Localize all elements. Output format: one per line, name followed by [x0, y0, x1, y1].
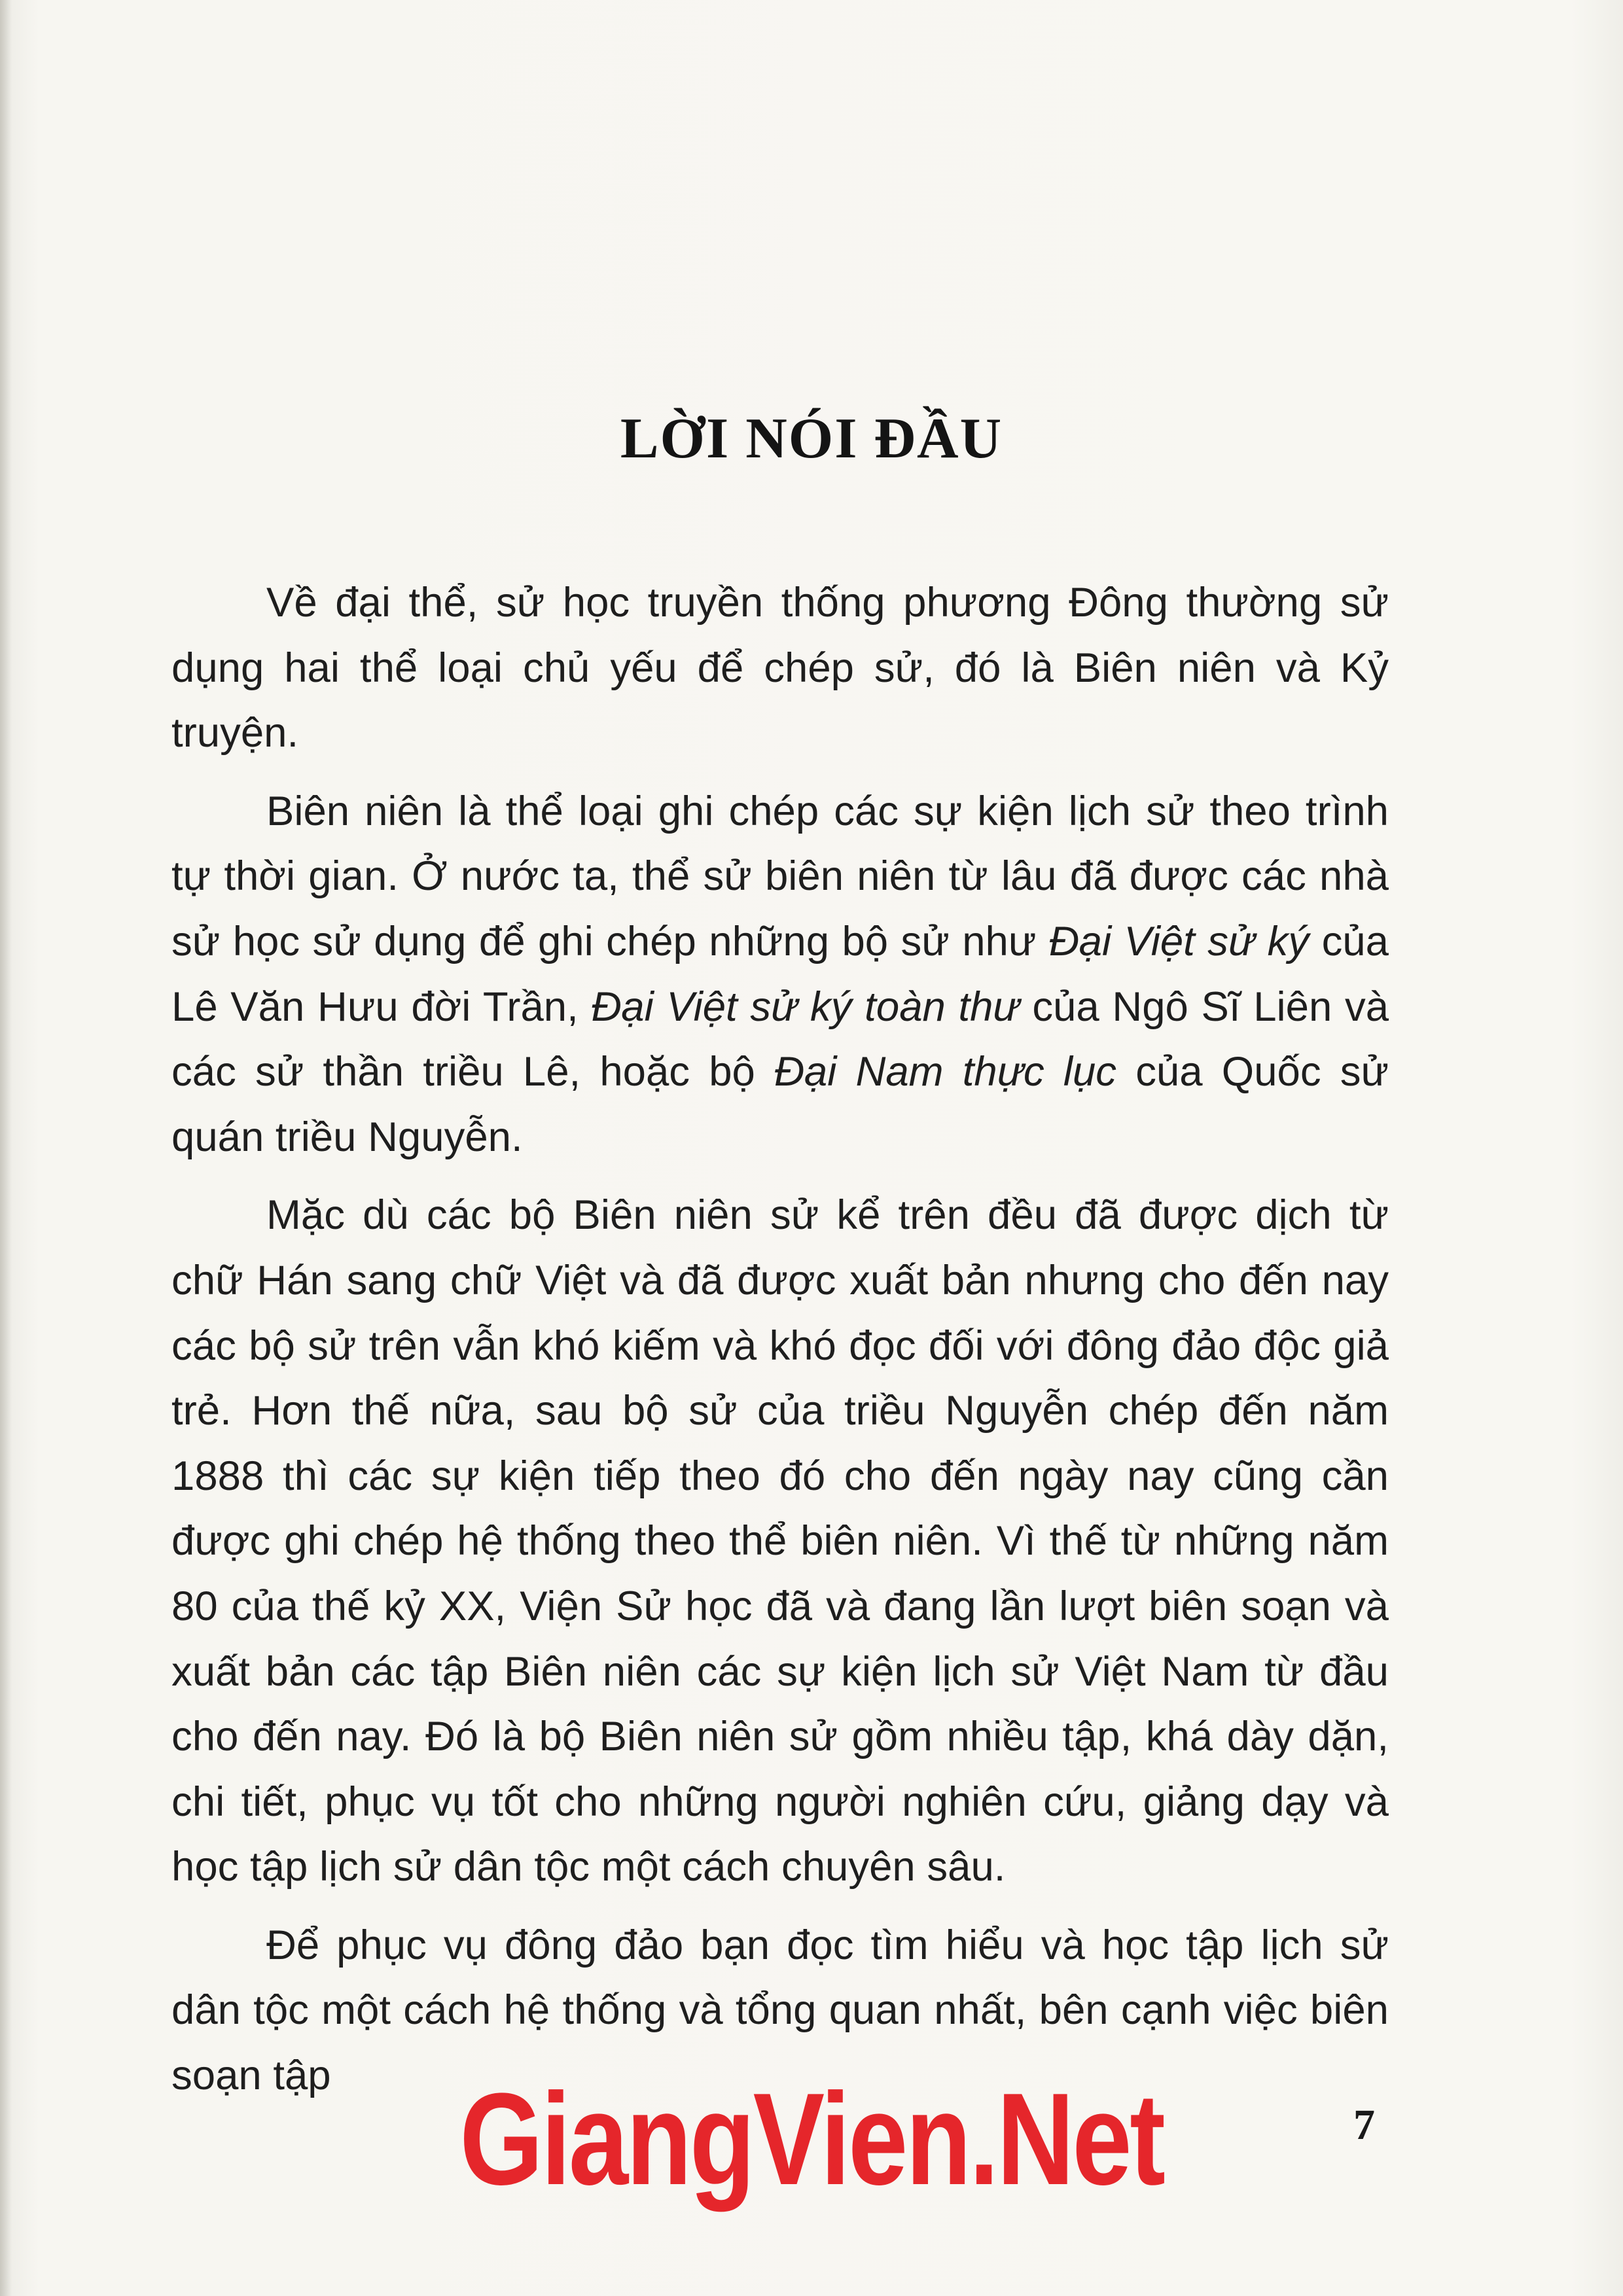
- paragraph-2-text-1: Biên niên là thể loại ghi chép các sự kiện lịch sử theo trình tự thời gian. Ở nước ta, thể sử biên niên từ lâu đã được các nhà sử học sử dụng để ghi chép những bộ sử như: [171, 788, 1389, 964]
- paragraph-2-text-2: của Lê Văn Hưu đời Trần,: [171, 918, 1389, 1030]
- paragraph-2: [171, 779, 1389, 1171]
- paragraph-3: Mặc dù các bộ Biên niên sử kể trên đều đã được dịch từ chữ Hán sang chữ Việt và đã được xuất bản nhưng cho đến nay các bộ sử trên vẫn khó kiếm và khó đọc đối với đông đảo độc giả trẻ. Hơn thế nữa, sau bộ sử của triều Nguyễn chép đến năm 1888 thì các sự kiện tiếp theo đó cho đến ngày nay cũng cần được ghi chép hệ thống theo thể biên niên. Vì thế từ những năm 80 của thế kỷ XX, Viện Sử học đã và đang lần lượt biên soạn và xuất bản các tập Biên niên các sự kiện lịch sử Việt Nam từ đầu cho đến nay. Đó là bộ Biên niên sử gồm nhiều tập, khá dày dặn, chi tiết, phục vụ tốt cho những người nghiên cứu, giảng dạy và học tập lịch sử dân tộc một cách chuyên sâu.: [171, 1192, 1389, 1890]
- paragraph-1: Về đại thể, sử học truyền thống phương Đông thường sử dụng hai thể loại chủ yếu để chép sử, đó là Biên niên và Kỷ truyện.: [171, 580, 1389, 756]
- paragraph-2-text-4: của Quốc sử quán triều Nguyễn.: [171, 1049, 1389, 1160]
- paragraph-4: Để phục vụ đông đảo bạn đọc tìm hiểu và học tập lịch sử dân tộc một cách hệ thống và tổng quan nhất, bên cạnh việc biên soạn tập: [171, 1922, 1389, 2099]
- page-title: LỜI NÓI ĐẦU: [620, 407, 1003, 470]
- watermark-logo: GiangVien.Net: [459, 2066, 1164, 2212]
- body-text: [171, 571, 1389, 2122]
- book-title-dai-viet-su-ky: Đại Việt sử ký: [1048, 918, 1310, 964]
- book-title-toan-thu: Đại Việt sử ký toàn thư: [591, 983, 1020, 1030]
- paragraph-2-text-3: của Ngô Sĩ Liên và các sử thần triều Lê, hoặc bộ: [171, 983, 1389, 1095]
- page-number: 7: [1353, 2101, 1375, 2149]
- spine-shadow: [0, 0, 12, 2296]
- book-title-thuc-luc: Đại Nam thực lục: [774, 1049, 1117, 1095]
